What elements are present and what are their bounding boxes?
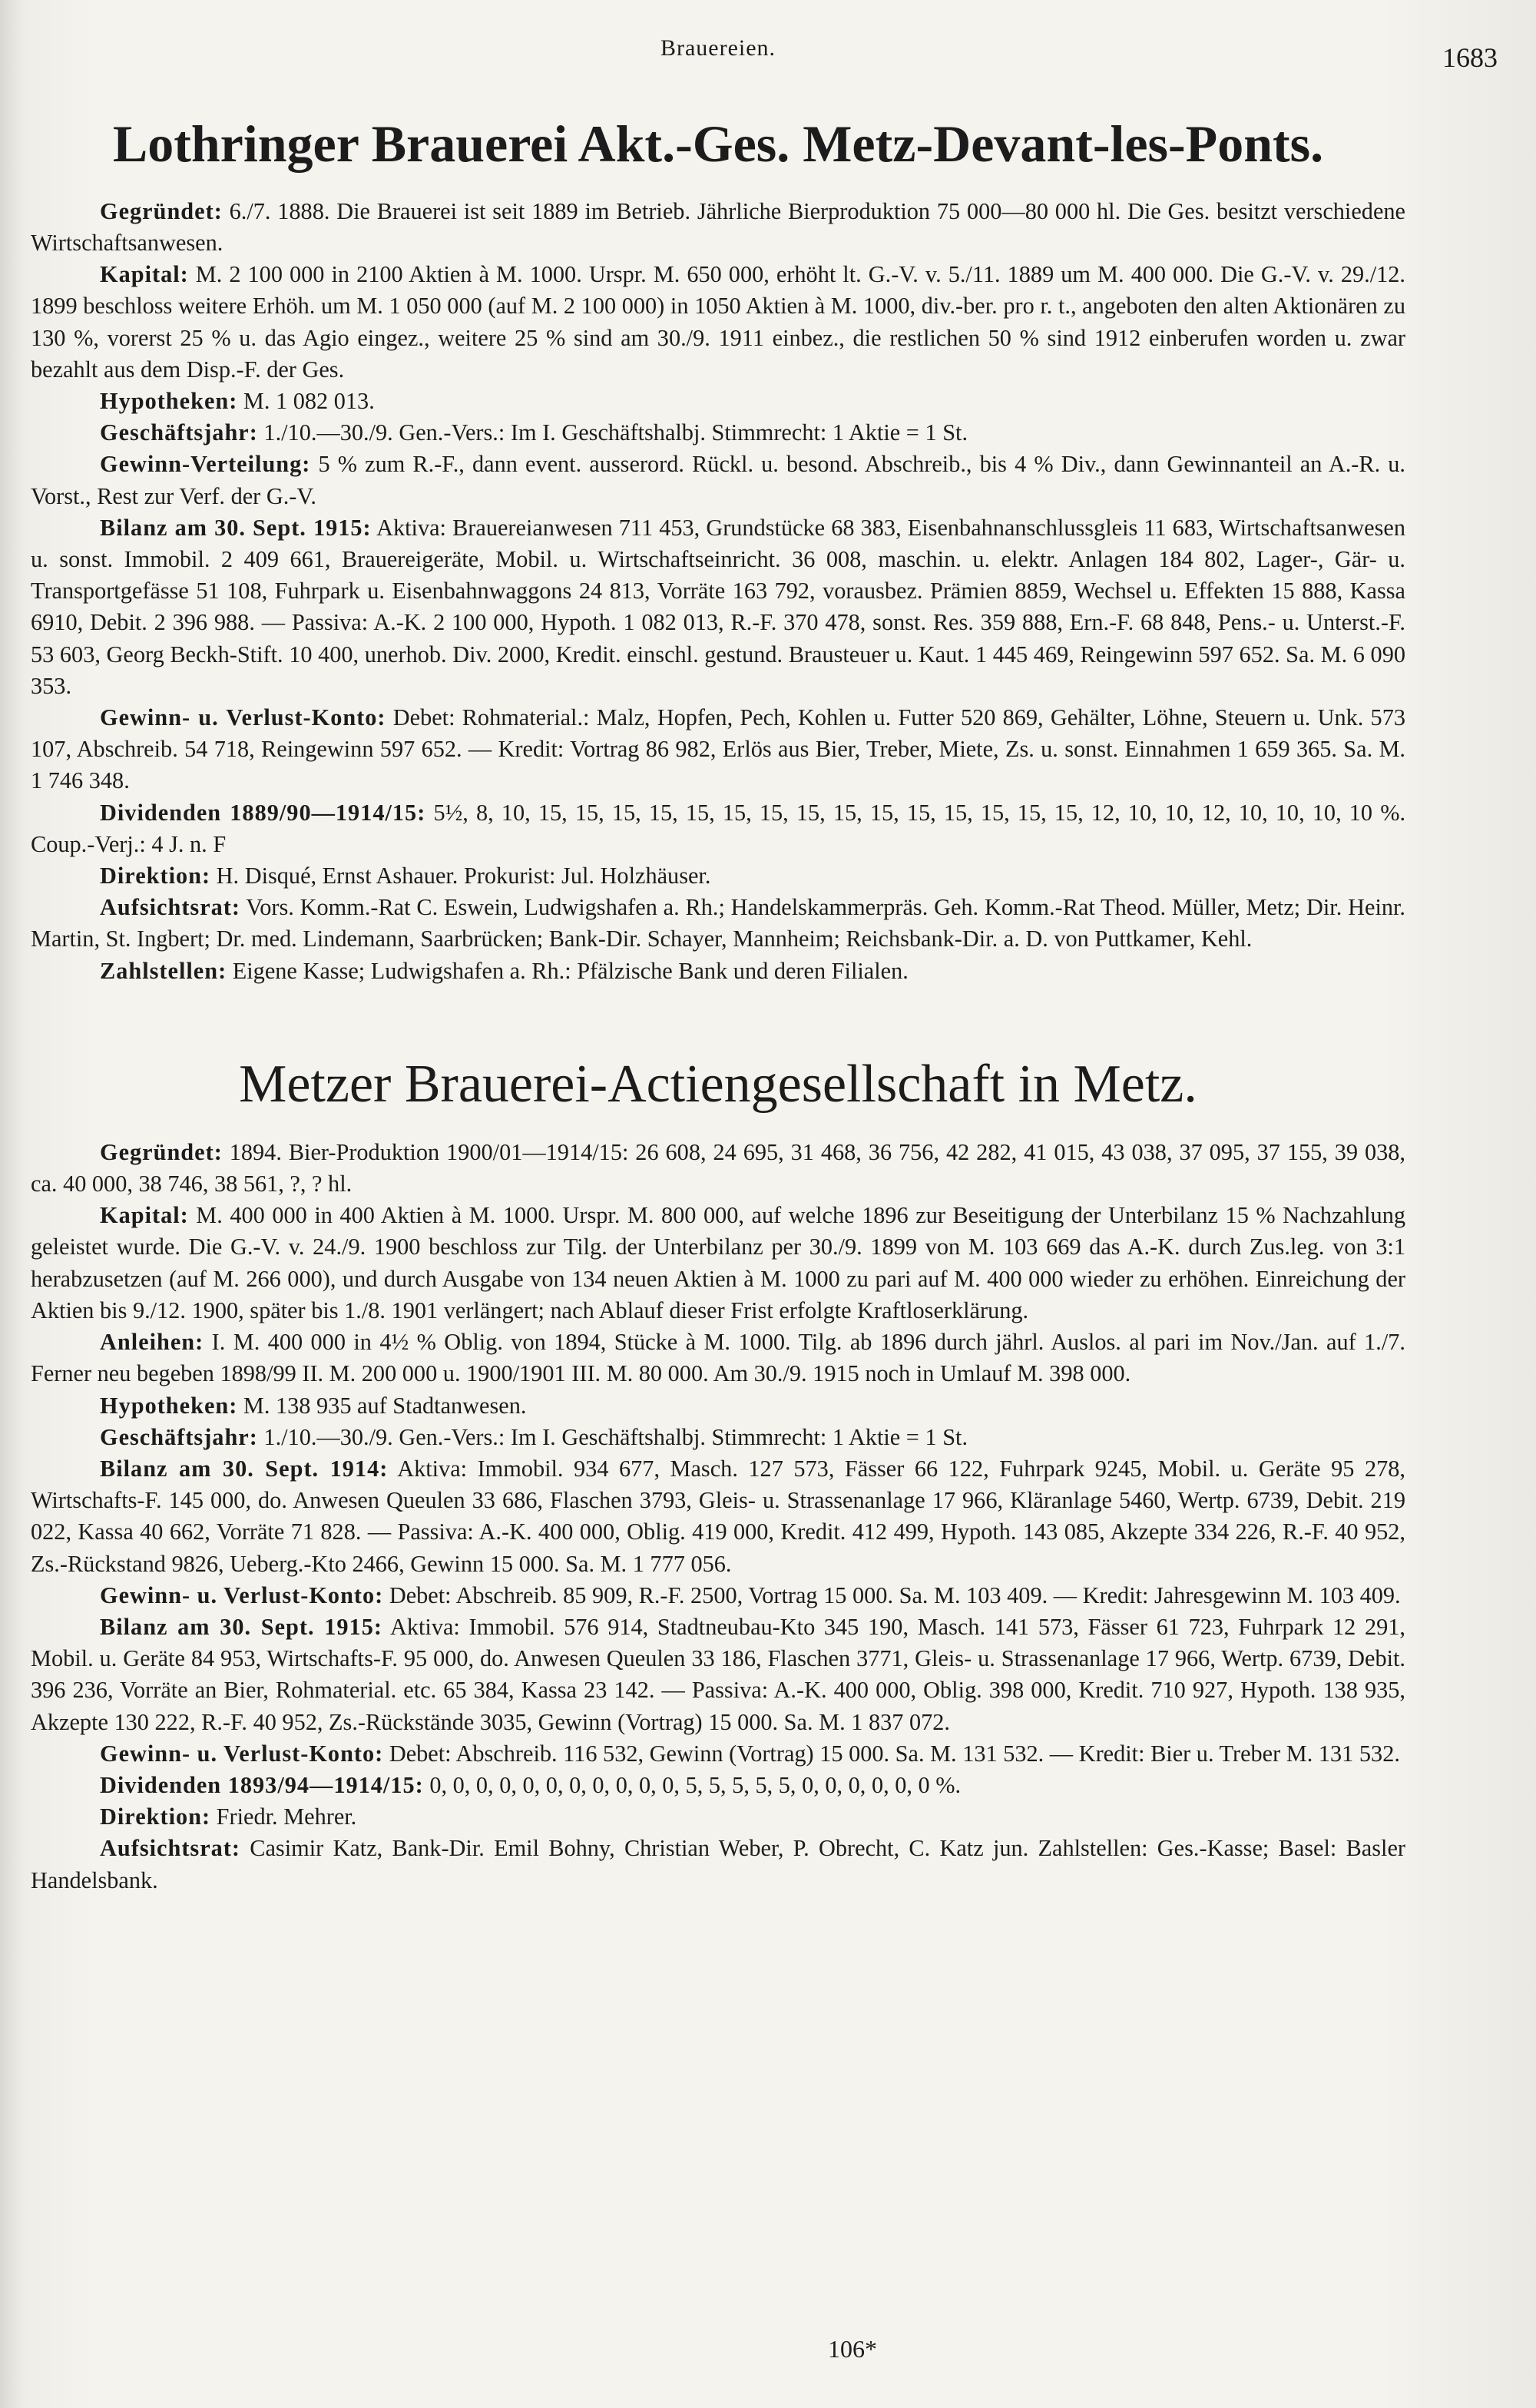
entry-supervisory-board: Aufsichtsrat: Casimir Katz, Bank-Dir. Emil Bohny, Christian Weber, P. Obrecht, C. Katz jun. Zahlstellen: Ges.-Kasse; Basel: Basler Handelsbank.	[31, 1835, 1406, 1893]
entry-capital: Kapital: M. 400 000 in 400 Aktien à M. 1000. Urspr. M. 800 000, auf welche 1896 zur Beseitigung der Unterbilanz 15 % Nachzahlung geleistet wurde. Die G.-V. v. 24./9. 1900 beschloss zur Tilg. der Unterbilanz per 30./9. 1899 von M. 103 669 das A.-K. durch Zus.leg. von 3:1 herabzusetzen (auf M. 266 000), und durch Ausgabe von 134 neuen Aktien à M. 1000 zu pari auf M. 400 000 wieder zu erhöhen. Einreichung der Aktien bis 9./12. 1900, später bis 1./8. 1901 verlängert; nach Ablauf dieser Frist erfolgte Kraftloserklärung.	[31, 1202, 1405, 1323]
entry-capital: Kapital: M. 2 100 000 in 2100 Aktien à M. 1000. Urspr. M. 650 000, erhöht lt. G.-V. v. 5./11. 1889 um M. 400 000. Die G.-V. v. 29./12. 1899 beschloss weitere Erhöh. um M. 1 050 000 (auf M. 2 100 000) in 1050 Aktien à M. 1000, div.-ber. pro r. t., angeboten den alten Aktionären zu 130 %, vorerst 25 % u. das Agio eingez., weitere 25 % sind am 30./9. 1911 einbez., die restlichen 50 % sind 1912 einberufen worden u. zwar bezahlt aus dem Disp.-F. der Ges.	[31, 261, 1405, 383]
entry-management: Direktion: H. Disqué, Ernst Ashauer. Prokurist: Jul. Holzhäuser.	[100, 863, 711, 889]
entry-balance-1915: Bilanz am 30. Sept. 1915: Aktiva: Immobil. 576 914, Stadtneubau-Kto 345 190, Masch. 141 573, Fässer 61 723, Fuhrpark 12 291, Mobil. u. Geräte 84 953, Wirtschafts-F. 95 000, do. Anwesen Queulen 33 186, Flaschen 3771, Gleis- u. Strassenanlage 17 966, Wertp. 6739, Debit. 396 236, Vorräte an Bier, Rohmaterial. etc. 65 384, Kassa 23 142. — Passiva: A.-K. 400 000, Oblig. 398 000, Kredit. 710 927, Hypoth. 138 935, Akzepte 130 222, R.-F. 40 952, Zs.-Rückstände 3035, Gewinn (Vortrag) 15 000. Sa. M. 1 837 072.	[31, 1613, 1406, 1735]
company-title: Lothringer Brauerei Akt.-Ges. Metz-Devant-les-Ponts.	[112, 114, 1324, 173]
signature-mark: 106*	[828, 2335, 877, 2363]
entry-mortgages: Hypotheken: M. 1 082 013.	[100, 388, 375, 415]
running-head	[31, 31, 1498, 73]
entry-founded: Gegründet: 1894. Bier-Produktion 1900/01—1914/15: 26 608, 24 695, 31 468, 36 756, 42 282, 41 015, 43 038, 37 095, 37 155, 39 038, ca. 40 000, 38 746, 38 561, ?, ? hl.	[31, 1138, 1406, 1197]
page-number: 1683	[1442, 42, 1498, 73]
running-head-title: Brauereien.	[660, 35, 776, 61]
company-title: Metzer Brauerei-Actiengesellschaft in Metz.	[239, 1054, 1197, 1114]
entry-supervisory-board: Aufsichtsrat: Vors. Komm.-Rat C. Eswein, Ludwigshafen a. Rh.; Handelskammerpräs. Geh. Komm.-Rat Theod. Müller, Metz; Dir. Heinr. Martin, St. Ingbert; Dr. med. Lindemann, Saarbrücken; Bank-Dir. Schayer, Mannheim; Reichsbank-Dir. a. D. von Puttkamer, Kehl.	[31, 894, 1406, 952]
entry-dividends: Dividenden 1889/90—1914/15: 5½, 8, 10, 15, 15, 15, 15, 15, 15, 15, 15, 15, 15, 15, 15, 15, 15, 15, 12, 10, 10, 12, 10, 10, 10, 10 %. Coup.-Verj.: 4 J. n. F	[31, 799, 1406, 857]
entry-profit-loss-1914: Gewinn- u. Verlust-Konto: Debet: Abschreib. 85 909, R.-F. 2500, Vortrag 15 000. Sa. M. 103 409. — Kredit: Jahresgewinn M. 103 409.	[100, 1582, 1401, 1608]
company-entries	[31, 1137, 1405, 1896]
entry-mortgages: Hypotheken: M. 138 935 auf Stadtanwesen.	[100, 1392, 527, 1419]
entry-balance-1915: Bilanz am 30. Sept. 1915: Aktiva: Brauereianwesen 711 453, Grundstücke 68 383, Eisenbahnanschlussgleis 11 683, Wirtschaftsanwesen u. sonst. Immobil. 2 409 661, Brauereigeräte, Mobil. u. Wirtschaftseinricht. 36 008, maschin. u. elektr. Anlagen 184 802, Lager-, Gär- u. Transportgefässe 51 108, Fuhrpark u. Eisenbahnwaggons 24 813, Vorräte 163 792, vorausbez. Prämien 8859, Wechsel u. Effekten 15 888, Kassa 6910, Debit. 2 396 988. — Passiva: A.-K. 2 100 000, Hypoth. 1 082 013, R.-F. 370 478, sonst. Res. 359 888, Ern.-F. 68 848, Pens.- u. Unterst.-F. 53 603, Georg Beckh-Stift. 10 400, unerhob. Div. 2000, Kredit. einschl. gestund. Brausteuer u. Kaut. 1 445 469, Reingewinn 597 652. Sa. M. 6 090 353.	[31, 514, 1405, 699]
entry-profit-loss-1915: Gewinn- u. Verlust-Konto: Debet: Abschreib. 116 532, Gewinn (Vortrag) 15 000. Sa. M. 131 532. — Kredit: Bier u. Treber M. 131 532.	[100, 1740, 1400, 1767]
entry-dividends: Dividenden 1893/94—1914/15: 0, 0, 0, 0, 0, 0, 0, 0, 0, 0, 0, 5, 5, 5, 5, 5, 0, 0, 0, 0, 0, 0 %.	[100, 1771, 962, 1798]
entry-bonds: Anleihen: I. M. 400 000 in 4½ % Oblig. von 1894, Stücke à M. 1000. Tilg. ab 1896 durch jährl. Auslos. al pari im Nov./Jan. auf 1./7. Ferner neu begeben 1898/99 II. M. 200 000 u. 1900/1901 III. M. 80 000. Am 30./9. 1915 noch in Umlauf M. 398 000.	[31, 1329, 1405, 1387]
entry-balance-1914: Bilanz am 30. Sept. 1914: Aktiva: Immobil. 934 677, Masch. 127 573, Fässer 66 122, Fuhrpark 9245, Mobil. u. Geräte 95 278, Wirtschafts-F. 145 000, do. Anwesen Queulen 33 686, Flaschen 3793, Gleis- u. Strassenanlage 17 966, Kläranlage 5460, Wertp. 6739, Debit. 219 022, Kassa 40 662, Vorräte 71 828. — Passiva: A.-K. 400 000, Oblig. 419 000, Kredit. 412 499, Hypoth. 143 085, Akzepte 334 226, R.-F. 40 952, Zs.-Rückstand 9826, Ueberg.-Kto 2466, Gewinn 15 000. Sa. M. 1 777 056.	[31, 1455, 1405, 1577]
entry-profit-loss: Gewinn- u. Verlust-Konto: Debet: Rohmaterial.: Malz, Hopfen, Pech, Kohlen u. Futter 520 869, Gehälter, Löhne, Steuern u. Unk. 573 107, Abschreib. 54 718, Reingewinn 597 652. — Kredit: Vortrag 86 982, Erlös aus Bier, Treber, Miete, Zs. u. sonst. Einnahmen 1 659 365. Sa. M. 1 746 348.	[31, 704, 1406, 794]
entry-founded: Gegründet: 6./7. 1888. Die Brauerei ist seit 1889 im Betrieb. Jährliche Bierproduktion 75 000—80 000 hl. Die Ges. besitzt verschiedene Wirtschaftsanwesen.	[31, 197, 1405, 256]
entry-fiscal-year: Geschäftsjahr: 1./10.—30./9. Gen.-Vers.: Im I. Geschäftshalbj. Stimmrecht: 1 Aktie = 1 St.	[100, 419, 968, 446]
entry-fiscal-year: Geschäftsjahr: 1./10.—30./9. Gen.-Vers.: Im I. Geschäftshalbj. Stimmrecht: 1 Aktie = 1 St.	[100, 1423, 968, 1450]
entry-management: Direktion: Friedr. Mehrer.	[100, 1804, 357, 1830]
entry-paying-agents: Zahlstellen: Eigene Kasse; Ludwigshafen a. Rh.: Pfälzische Bank und deren Filialen.	[100, 957, 909, 984]
entry-profit-distribution: Gewinn-Verteilung: 5 % zum R.-F., dann event. ausserord. Rückl. u. besond. Abschreib., bis 4 % Div., dann Gewinnanteil an A.-R. u. Vorst., Rest zur Verf. der G.-V.	[31, 451, 1405, 509]
company-entries	[31, 196, 1405, 987]
